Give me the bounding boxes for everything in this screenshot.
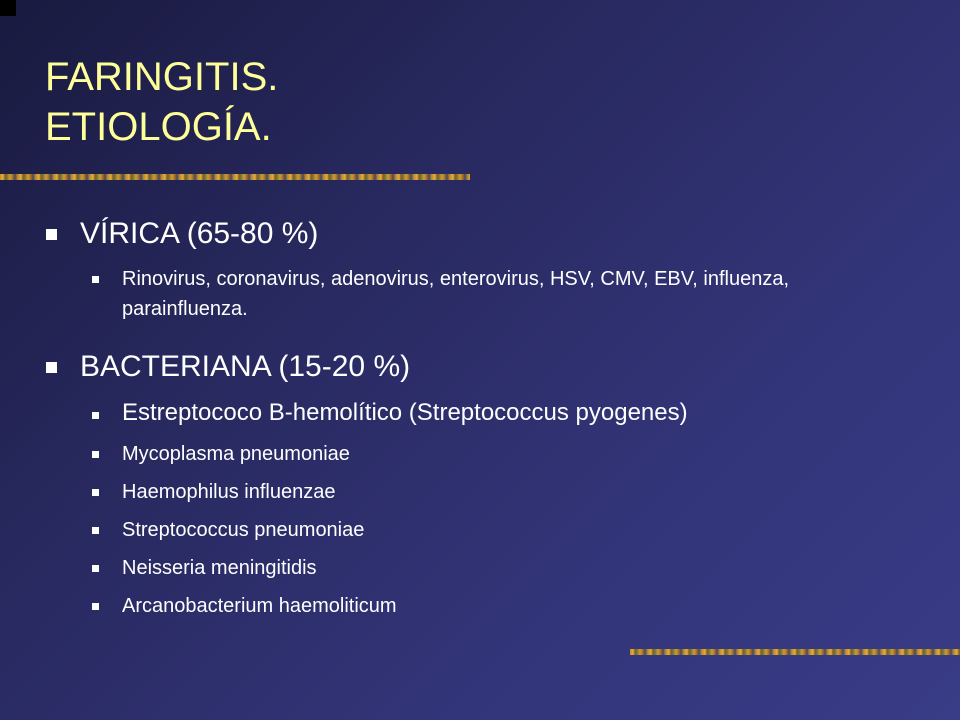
list-item-text: Haemophilus influenzae: [122, 481, 336, 503]
title-line-1: FARINGITIS.: [45, 55, 279, 99]
list-item-text: Rinovirus, coronavirus, adenovirus, enterovirus, HSV, CMV, EBV, influenza, parainfluenza.: [122, 268, 790, 320]
list-item-text: Streptococcus pneumoniae: [122, 519, 365, 541]
list-item-text: Arcanobacterium haemoliticum: [122, 595, 397, 617]
list-item-text: Neisseria meningitidis: [122, 557, 317, 579]
list-item-bacterial-4: [122, 515, 364, 545]
square-bullet-icon: [92, 451, 99, 458]
section-heading-viral: [80, 216, 318, 252]
bottom-divider: [630, 649, 960, 655]
list-item-bacterial-5: [122, 553, 317, 583]
section-heading-bacterial: [80, 349, 410, 385]
square-bullet-icon: [92, 276, 99, 283]
square-bullet-icon: [92, 412, 99, 419]
section-heading-text: VÍRICA (65-80 %): [80, 217, 319, 250]
square-bullet-icon: [92, 527, 99, 534]
list-item-bacterial-3: [122, 477, 335, 507]
square-bullet-icon: [46, 362, 57, 373]
list-item-bacterial-1: [122, 398, 688, 428]
list-item-text: Estreptococo B-hemolítico (Streptococcus pyogenes): [122, 399, 688, 426]
square-bullet-icon: [92, 603, 99, 610]
square-bullet-icon: [92, 489, 99, 496]
section-heading-text: BACTERIANA (15-20 %): [80, 350, 411, 383]
title-line-2: ETIOLOGÍA.: [45, 105, 272, 149]
list-item-viral-agents: [122, 264, 882, 324]
square-bullet-icon: [92, 565, 99, 572]
square-bullet-icon: [46, 229, 57, 240]
list-item-bacterial-6: [122, 591, 397, 621]
list-item-text: Mycoplasma pneumoniae: [122, 443, 350, 465]
list-item-bacterial-2: [122, 439, 350, 469]
